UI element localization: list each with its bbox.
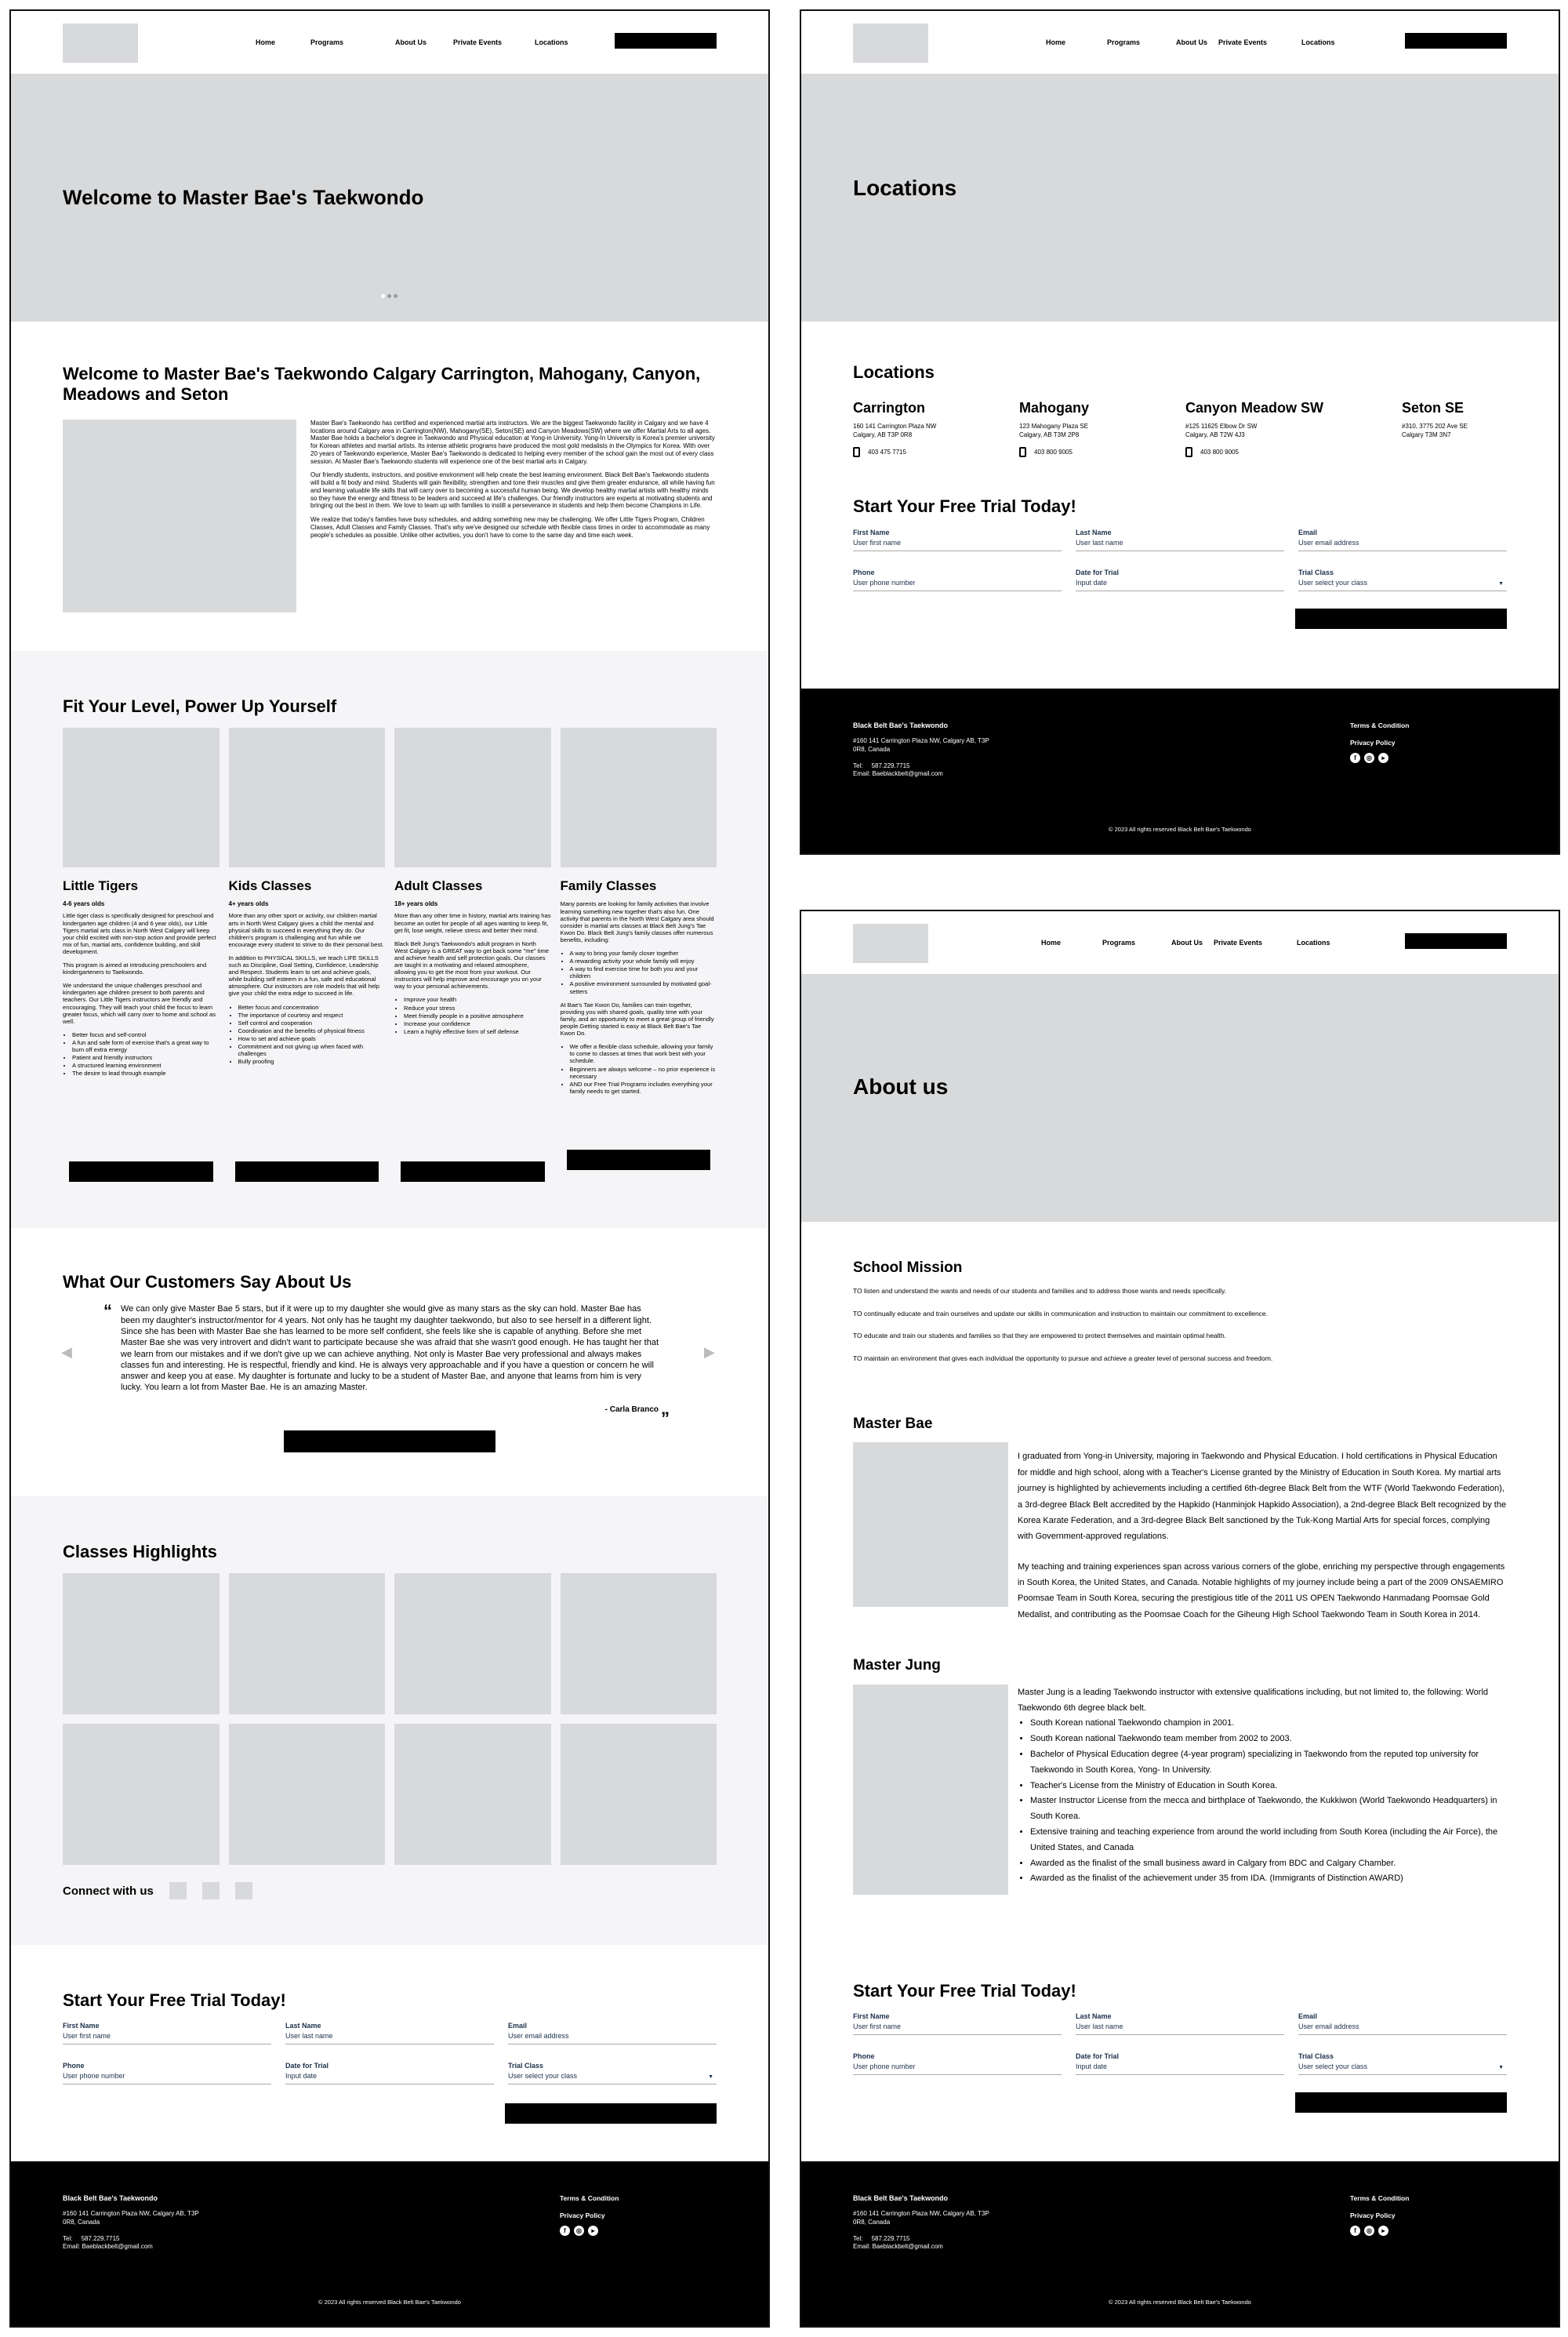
program-bullet: • Better focus and self-control (72, 1031, 220, 1038)
location-address: Calgary, AB T3M 2P8 (1019, 431, 1080, 438)
program-bullet: • Beginners are always welcome – no prior experience is necessary (570, 1066, 717, 1080)
instagram-icon[interactable]: ◎ (1364, 753, 1374, 763)
master-jung-item: • Teacher's License from the Ministry of Education in South Korea. (1030, 1779, 1507, 1794)
program-name: Little Tigers (63, 878, 139, 894)
welcome-para: We realize that today's families have busy schedules, and adding something new may be challenging. We offer Little Tigers Program, Children Classes, Adult Classes and Family Classes. That's why we've designed our schedule with flexible class times in order to accommodate as many people's schedules as possible. Unlike other activities, you don't have to come to the same day and time each week. (310, 516, 710, 539)
chevron-left-icon[interactable]: ◀ (61, 1344, 72, 1360)
trial-class-select[interactable] (1298, 2060, 1507, 2075)
trial-form-title: Start Your Free Trial Today! (63, 1990, 286, 2010)
program-image (561, 728, 717, 867)
highlight-image[interactable] (394, 1724, 551, 1865)
hero-title: Locations (853, 176, 957, 200)
caret-down-icon: ▼ (1498, 580, 1504, 587)
footer-email: Email: Baeblackbelt@gmail.com (63, 2243, 153, 2251)
mission-item: TO listen and understand the wants and needs of our students and families and to address those wants and needs specifically. (853, 1286, 1226, 1295)
program-bullet: • The importance of courtesy and respect (238, 1012, 386, 1019)
hero-banner (11, 74, 768, 322)
privacy-link[interactable]: Privacy Policy (1350, 739, 1396, 747)
mission-title: School Mission (853, 1259, 963, 1276)
review-text: We can only give Master Bae 5 stars, but if it were up to my daughter she would give as many stars as the sky can hold. Master Bae has been my daughter's instructor/mentor for 4 years. Not only has he taught my daughter taekwondo, but also to see herself in a different light. Since she has been with Master Bae she has learned to be more self confident, she feels like she is capable of anything. Before she met Master Bae she was very introvert and didn't want to participate because she was afraid that she wasn't good enough. He has taught her that we learn from our mistakes and if we don't give up we can achieve anything. Not only is Master Bae very professional and always makes classes fun and interesting. He is respectful, friendly and kind. He is always very approachable and if you have a question or concern he will answer and keep you at ease. My daughter is fortunate and lucky to be a student of Master Bae, and anyone that learns from him is very lucky. You learn a lot from Master Bae. He is an amazing Master. (121, 1304, 659, 1393)
location-name: Carrington (853, 400, 925, 416)
trial-date-label: Date for Trial (1076, 568, 1120, 576)
last-name-input[interactable]: User last name (285, 2030, 494, 2044)
trial-class-value: User select your class (1298, 2063, 1368, 2071)
program-bullet: • How to set and achieve goals (238, 1035, 386, 1042)
programs-section (11, 651, 768, 1228)
trial-date-label: Date for Trial (285, 2062, 329, 2070)
email-input[interactable]: User email address (508, 2030, 717, 2044)
close-quote-icon: ” (661, 1408, 670, 1429)
program-text: Many parents are looking for family activities that involve learning something new together that's also fun. One activity that parents in the North West Calgary area should consider is martial arts classes at Black Belt Jung's Tae Kwon Do. Black Belt Jung's family classes offer numerous benefits, including: (560, 900, 714, 943)
trial-form-section (11, 1945, 768, 2124)
footer-address: 0R8, Canada (63, 2218, 100, 2226)
welcome-title: Welcome to Master Bae's Taekwondo Calgary Carrington, Mahogany, Canyon, Meadows and Seton (63, 364, 701, 405)
trial-date-input[interactable]: Input date (285, 2070, 494, 2084)
location-phone[interactable]: 403 800 9005 (1034, 449, 1073, 456)
nav-locations[interactable]: Locations (535, 38, 568, 46)
program-bullet: • A way to find exercise time for both you and your children (570, 965, 717, 980)
last-name-input[interactable]: User last name (1076, 536, 1284, 551)
program-bullet: • A rewarding activity your whole family will enjoy (570, 958, 717, 965)
copyright: © 2023 All rights reserved Black Belt Bae's Taekwondo (318, 2299, 461, 2306)
phone-label: Phone (853, 568, 875, 576)
location-name: Canyon Meadow SW (1185, 400, 1324, 416)
program-bullet: • Bully proofing (238, 1058, 386, 1065)
email-input[interactable]: User email address (1298, 536, 1507, 551)
submit-button[interactable] (505, 2103, 717, 2124)
last-name-label: Last Name (285, 2022, 321, 2030)
phone-icon (1019, 447, 1026, 457)
phone-label: Phone (853, 2052, 875, 2061)
header-nav (801, 911, 1559, 974)
master-jung-item: • Extensive training and teaching experience from around the world including from South Korea (including the Air Force), the United States, and Canada (1030, 1825, 1507, 1856)
open-quote-icon: “ (103, 1301, 112, 1321)
program-bullet: • A positive environment surrounded by motivated goal-setters (570, 980, 717, 994)
trial-date-input[interactable]: Input date (1076, 576, 1284, 591)
locations-title: Locations (853, 362, 935, 382)
facebook-icon[interactable]: f (1350, 2226, 1360, 2236)
nav-about[interactable]: About Us (1171, 939, 1203, 947)
location-address: #125 11625 Elbow Dr SW (1185, 423, 1258, 431)
highlight-image[interactable] (561, 1573, 717, 1714)
program-card (229, 728, 386, 1182)
footer-address: #160 141 Carrington Plaza NW, Calgary AB, T3P (63, 2210, 199, 2217)
master-jung-item: • Bachelor of Physical Education degree (4-year program) specializing in Taekwondo from the reputed top university for Taekwondo in South Korea, Yong- In University. (1030, 1747, 1507, 1779)
instagram-icon[interactable]: ◎ (574, 2226, 584, 2236)
locations-section (801, 322, 1559, 629)
program-bullet: • Self control and cooperation (238, 1019, 386, 1027)
terms-link[interactable]: Terms & Condition (1350, 2194, 1410, 2202)
nav-programs[interactable]: Programs (310, 38, 344, 46)
trial-class-label: Trial Class (508, 2062, 544, 2070)
phone-input[interactable]: User phone number (853, 576, 1062, 591)
youtube-icon[interactable]: ▸ (1378, 2226, 1388, 2236)
footer-brand: Black Belt Bae's Taekwondo (853, 2194, 949, 2202)
trial-form-title: Start Your Free Trial Today! (853, 1980, 1076, 2001)
program-text: Little tiger class is specifically designed for preschool and kindergarten age children (4 and 6 year olds), our Little Tigers martial arts class in North West Calgary will keep your child excited with non-stop action and provide perfect mix of fun, martial arts, confidence building, and skill development. (63, 912, 216, 955)
program-bullet: • A structured learning environment (72, 1062, 220, 1069)
master-jung-item: • South Korean national Taekwondo champion in 2001. (1030, 1716, 1507, 1732)
footer-brand: Black Belt Bae's Taekwondo (853, 721, 949, 729)
program-bullet: • AND our Free Trial Programs includes everything your family needs to get started. (570, 1081, 717, 1095)
facebook-icon[interactable]: f (1350, 753, 1360, 763)
program-image (63, 728, 220, 867)
locations-page-frame (800, 9, 1560, 855)
carousel-dots[interactable] (381, 294, 397, 298)
highlight-image[interactable] (63, 1573, 220, 1714)
hero-title: Welcome to Master Bae's Taekwondo (63, 185, 424, 209)
chevron-right-icon[interactable]: ▶ (704, 1344, 715, 1360)
location-card (853, 400, 1019, 457)
email-label: Email (508, 2022, 528, 2030)
location-phone[interactable]: 403 800 9005 (1200, 449, 1239, 456)
nav-cta-button[interactable] (615, 33, 717, 49)
nav-cta-button[interactable] (1405, 933, 1507, 949)
location-address: 123 Mahogany Plaza SE (1019, 423, 1089, 431)
nav-cta-button[interactable] (1405, 33, 1507, 49)
program-text: This program is aimed at introducing preschoolers and kindergarteners to Taekwondo. (63, 961, 207, 976)
program-bullet: • Patient and friendly instructors (72, 1054, 220, 1061)
last-name-label: Last Name (1076, 2012, 1112, 2021)
program-bullet: • We offer a flexible class schedule, allowing your family to come to classes at times that work best with your schedule. (570, 1043, 717, 1064)
master-jung-intro: Master Jung is a leading Taekwondo instructor with extensive qualifications including, but not limited to, the following: World Taekwondo 6th degree black belt. (1018, 1687, 1489, 1714)
highlight-image[interactable] (561, 1724, 717, 1865)
terms-link[interactable]: Terms & Condition (560, 2194, 619, 2202)
phone-input[interactable]: User phone number (853, 2060, 1062, 2075)
footer-address: #160 141 Carrington Plaza NW, Calgary AB, T3P (853, 2210, 989, 2217)
trial-class-label: Trial Class (1298, 2052, 1334, 2061)
first-name-input[interactable]: User first name (853, 2020, 1062, 2035)
program-name: Adult Classes (394, 878, 483, 894)
nav-locations[interactable]: Locations (1301, 38, 1335, 46)
about-page-frame (800, 910, 1560, 2328)
location-card (1185, 400, 1402, 457)
logo-placeholder[interactable] (853, 924, 928, 963)
email-input[interactable]: User email address (1298, 2020, 1507, 2035)
program-text: At Bae's Tae Kwon Do, families can train together, providing you with shared goals, quality time with your family, and an opportunity to meet a great group of friendly people.Getting started is easy at Black Belt Bae's Tae Kwon Do. (560, 1001, 714, 1038)
program-text: We understand the unique challenges preschool and kindergarten age children present to both parents and teachers. Our Little Tigers instructors are friendly and encouraging. They will teach your child the focus to learn greater focus, which will carry over to home and school as well. (63, 982, 216, 1025)
program-image (394, 728, 551, 867)
submit-button[interactable] (1295, 2092, 1507, 2113)
program-bullet: • The desire to lead through example (72, 1070, 220, 1077)
highlight-image[interactable] (229, 1724, 386, 1865)
location-name: Mahogany (1019, 400, 1090, 416)
program-bullet: • A fun and safe form of exercise that's a great way to burn off extra energy (72, 1039, 220, 1053)
program-text: In addition to PHYSICAL SKILLS, we teach LIFE SKILLS such as Discipline, Goal Setting, Confidence, Leadership and Respect. Students learn to set and achieve goals, while building self esteem in a fun, safe and educational atmosphere. Our instructors are role models that will help give your child the extra edge to succeed in life. (228, 954, 379, 998)
first-name-label: First Name (63, 2022, 100, 2030)
caret-down-icon: ▼ (1498, 2065, 1504, 2071)
program-button[interactable] (235, 1161, 379, 1182)
logo-placeholder[interactable] (63, 24, 138, 63)
footer-address: 0R8, Canada (853, 2218, 891, 2226)
highlights-section (11, 1496, 768, 1945)
header-nav (11, 11, 768, 74)
review-author: - Carla Branco (604, 1405, 659, 1414)
footer-phone: Tel: 587.229.7715 (853, 761, 910, 769)
location-address: Calgary, AB T2W 4J3 (1185, 431, 1245, 438)
footer-address: #160 141 Carrington Plaza NW, Calgary AB, T3P (853, 737, 989, 744)
phone-icon (1185, 447, 1192, 457)
trial-class-value: User select your class (508, 2072, 578, 2081)
program-text: More than any other time in history, martial arts training has become an outlet for people of all ages wanting to keep fit, get fit, lose weight, relieve stress and better their mind. (394, 912, 551, 934)
master-jung-photo (853, 1685, 1008, 1895)
footer-phone: Tel: 587.229.7715 (853, 2234, 910, 2242)
location-card (1402, 400, 1468, 457)
nav-home[interactable]: Home (256, 38, 276, 46)
program-bullet: • Coordination and the benefits of physical fitness (238, 1027, 386, 1034)
logo-placeholder[interactable] (853, 24, 928, 63)
program-age: 18+ years olds (394, 900, 438, 908)
highlight-image[interactable] (63, 1724, 220, 1865)
copyright: © 2023 All rights reserved Black Belt Bae's Taekwondo (1109, 2299, 1251, 2306)
welcome-section (11, 322, 768, 651)
footer (801, 689, 1559, 853)
trial-form-title: Start Your Free Trial Today! (853, 496, 1076, 517)
footer-email: Email: Baeblackbelt@gmail.com (853, 2243, 943, 2251)
footer-brand: Black Belt Bae's Taekwondo (63, 2194, 158, 2202)
nav-locations[interactable]: Locations (1297, 939, 1330, 947)
reviews-section (11, 1228, 768, 1496)
nav-about[interactable]: About Us (395, 38, 426, 46)
nav-about[interactable]: About Us (1176, 38, 1207, 46)
program-text: More than any other sport or activity, our children martial arts in North West Calgary gives a child the mental and physical skills to succeed in everything they do. Our children's program is challenging and fun while we encourage every student to strive to do their personal best. (228, 912, 384, 948)
program-name: Kids Classes (228, 878, 312, 894)
home-page-frame (9, 9, 770, 2328)
master-jung-title: Master Jung (853, 1656, 941, 1674)
mission-item: TO continually educate and train ourselves and update our skills in communication and instruction to maintain our commitment to excellence. (853, 1309, 1269, 1318)
location-address: Calgary T3M 3N7 (1402, 431, 1451, 438)
footer (801, 2161, 1559, 2326)
copyright: © 2023 All rights reserved Black Belt Bae's Taekwondo (1109, 826, 1251, 833)
highlight-image[interactable] (229, 1573, 386, 1714)
program-age: 4-6 years olds (63, 900, 105, 908)
welcome-text (310, 420, 717, 612)
program-card (561, 728, 717, 1182)
review-card (103, 1301, 670, 1429)
social-icon[interactable] (235, 1882, 252, 1899)
submit-button[interactable] (1295, 609, 1507, 629)
reviews-button[interactable] (284, 1430, 495, 1452)
footer (11, 2161, 768, 2326)
hero-banner (801, 974, 1559, 1222)
trial-class-value: User select your class (1298, 578, 1368, 587)
program-text: Black Belt Jung's Taekwondo's adult program in North West Calgary is a GREAT way to get back some "me" time and achieve health and self protection goals. Our classes are taught in a motivating and relaxed atmosphere, allowing you to get the most from your workout. Our instructors will help improve and encourage you on your way to your personal achievements. (394, 940, 549, 990)
last-name-input[interactable]: User last name (1076, 2020, 1284, 2035)
phone-input[interactable]: User phone number (63, 2070, 271, 2084)
master-bae-bio: I graduated from Yong-in University, majoring in Taekwondo and Physical Education. I hold certifications in Physical Education for middle and high school, along with a Teacher's License granted by the Ministry of Education in South Korea. My martial arts journey is highlighted by achievements including a certified 6th-degree Black Belt from the WTF (World Taekwondo Federation), a 3rd-degree Black Belt accredited by the Hapkido (Hanminjok Hapkido Association), a 2nd-degree Black Belt recognized by the Korea Karate Federation, and a 3rd-degree Black Belt sanctioned by the Tuk-Kong Martial Arts for special forces, complying with Government-approved regulations. (1018, 1452, 1507, 1542)
highlight-image[interactable] (394, 1573, 551, 1714)
privacy-link[interactable]: Privacy Policy (1350, 2212, 1396, 2219)
program-bullet: • Commitment and not giving up when faced with challenges (238, 1043, 386, 1057)
email-label: Email (1298, 528, 1318, 536)
hero-title: About us (853, 1074, 949, 1099)
location-phone[interactable]: 403 475 7715 (868, 449, 906, 456)
phone-label: Phone (63, 2062, 85, 2070)
location-address: 160 141 Carrington Plaza NW (853, 423, 937, 431)
nav-programs[interactable]: Programs (1102, 939, 1136, 947)
program-bullet: • A way to bring your family closer together (570, 950, 717, 957)
welcome-para: Master Bae's Taekwondo has certified and experienced martial arts instructors. We are the biggest Taekwondo facility in Calgary and we have 4 locations around Calgary area in Carrington(NW), Mahogany(SE), Seton(SE) and Canyon Meadows(SW) where we offer Martial Arts to all ages. Master Bae holds a bachelor's degree in Taekwondo and Physical education at Yong-in University. Yong-In University is Korea's premier university for Korean athletes and martial artists. Its intense athletic programs have produced the most gold medalists in the Olympics for Korea. With over 20 years of Taekwondo experience, Master Bae's Taekwondo is dedicated to helping every member of the school gain the most out of every class session. At Master Bae's Taekwondo students will experience one of the best martial arts in Calgary. (310, 419, 715, 465)
nav-home[interactable]: Home (1046, 38, 1066, 46)
program-bullet: • Better focus and concentration (238, 1004, 386, 1011)
first-name-label: First Name (853, 2012, 890, 2021)
footer-phone: Tel: 587.229.7715 (63, 2234, 120, 2242)
terms-link[interactable]: Terms & Condition (1350, 721, 1410, 729)
social-icon[interactable] (169, 1882, 187, 1899)
social-icon[interactable] (202, 1882, 220, 1899)
program-button[interactable] (69, 1161, 213, 1182)
location-name: Seton SE (1402, 400, 1465, 416)
location-card (1019, 400, 1185, 457)
connect-label: Connect with us (63, 1884, 154, 1898)
welcome-image (63, 420, 296, 612)
master-jung-item: • Awarded as the finalist of the small business award in Calgary from BDC and Calgary Chamber. (1030, 1856, 1507, 1872)
hero-banner (801, 74, 1559, 322)
facebook-icon[interactable]: f (560, 2226, 570, 2236)
program-bullet: • Improve your health (404, 996, 551, 1003)
program-bullet: • Learn a highly effective form of self defense (404, 1028, 551, 1035)
program-button[interactable] (567, 1150, 711, 1170)
program-bullet: • Increase your confidence (404, 1020, 551, 1027)
last-name-label: Last Name (1076, 528, 1112, 536)
instagram-icon[interactable]: ◎ (1364, 2226, 1374, 2236)
nav-programs[interactable]: Programs (1107, 38, 1141, 46)
master-bae-bio: My teaching and training experiences span across various corners of the globe, enriching my perspective through engagements in South Korea, the United States, and Canada. Notable highlights of my journey include being a part of the 2009 ONSAEMIRO Poomsae Team in South Korea, securing the prestigious title of the 2011 US OPEN Taekwondo Hanmadang Poomsae Gold Medalist, and contributing as the Poomsae Coach for the Giheung High School Taekwondo Team in South Korea in 2014. (1018, 1561, 1505, 1619)
trial-date-input[interactable]: Input date (1076, 2060, 1284, 2075)
program-image (229, 728, 386, 867)
first-name-input[interactable]: User first name (853, 536, 1062, 551)
master-jung-item: • Awarded as the finalist of the achievement under 35 from IDA. (Immigrants of Distinction AWARD) (1030, 1871, 1507, 1887)
about-section (801, 1222, 1559, 2113)
program-name: Family Classes (560, 878, 657, 894)
youtube-icon[interactable]: ▸ (588, 2226, 598, 2236)
program-bullet: • Meet friendly people in a positive atmosphere (404, 1012, 551, 1019)
youtube-icon[interactable]: ▸ (1378, 753, 1388, 763)
header-nav (801, 11, 1559, 74)
program-age: 4+ years olds (228, 900, 269, 908)
program-button[interactable] (401, 1161, 545, 1182)
mission-item: TO maintain an environment that gives each individual the opportunity to pursue and achieve a greater level of personal success and freedom. (853, 1354, 1273, 1362)
caret-down-icon: ▼ (708, 2074, 713, 2081)
reviews-title: What Our Customers Say About Us (63, 1272, 352, 1292)
first-name-label: First Name (853, 528, 890, 536)
footer-address: 0R8, Canada (853, 745, 891, 753)
email-label: Email (1298, 2012, 1318, 2021)
privacy-link[interactable]: Privacy Policy (560, 2212, 605, 2219)
programs-title: Fit Your Level, Power Up Yourself (63, 696, 337, 716)
master-bae-title: Master Bae (853, 1415, 933, 1432)
mission-item: TO educate and train our students and families so that they are empowered to protect themselves and maintain optimal health. (853, 1332, 1227, 1340)
first-name-input[interactable]: User first name (63, 2030, 271, 2044)
program-card (394, 728, 551, 1182)
trial-class-label: Trial Class (1298, 568, 1334, 576)
nav-private-events[interactable]: Private Events (1218, 38, 1268, 46)
program-bullet: • Reduce your stress (404, 1005, 551, 1012)
master-jung-item: • Master Instructor License from the mecca and birthplace of Taekwondo, the Kukkiwon (World Taekwondo Headquarters) in South Korea. (1030, 1794, 1507, 1825)
nav-private-events[interactable]: Private Events (1214, 939, 1263, 947)
trial-class-select[interactable] (1298, 576, 1507, 591)
nav-home[interactable]: Home (1041, 939, 1062, 947)
trial-date-label: Date for Trial (1076, 2052, 1120, 2061)
program-card (63, 728, 220, 1182)
master-bae-photo (853, 1442, 1008, 1607)
footer-email: Email: Baeblackbelt@gmail.com (853, 770, 943, 778)
phone-icon (853, 447, 860, 457)
master-jung-item: • South Korean national Taekwondo team member from 2002 to 2003. (1030, 1732, 1507, 1747)
trial-class-select[interactable] (508, 2070, 717, 2084)
location-address: Calgary, AB T3P 0R8 (853, 431, 913, 438)
location-address: #310, 3775 202 Ave SE (1402, 423, 1468, 431)
nav-private-events[interactable]: Private Events (453, 38, 503, 46)
highlights-title: Classes Highlights (63, 1542, 217, 1561)
welcome-para: Our friendly students, instructors, and positive environment will help create the best learning environment. Black Belt Bae's Taekwondo students will build a fit body and mind. Students will gain flexibility, strengthen and tone their muscles and give them greater endurance, all while having fun and learning valuable life skills that will carry over to becoming a successful human being. We develop healthy martial artists with healthy minds so they have the energy and fitness to be leaders and succeed at life's challenges. Our friendly instructors are experts at motivating students and bringing out the best in them. We love to team up with families to instill a perseverance in students and help them become Champions in Life. (310, 471, 715, 510)
